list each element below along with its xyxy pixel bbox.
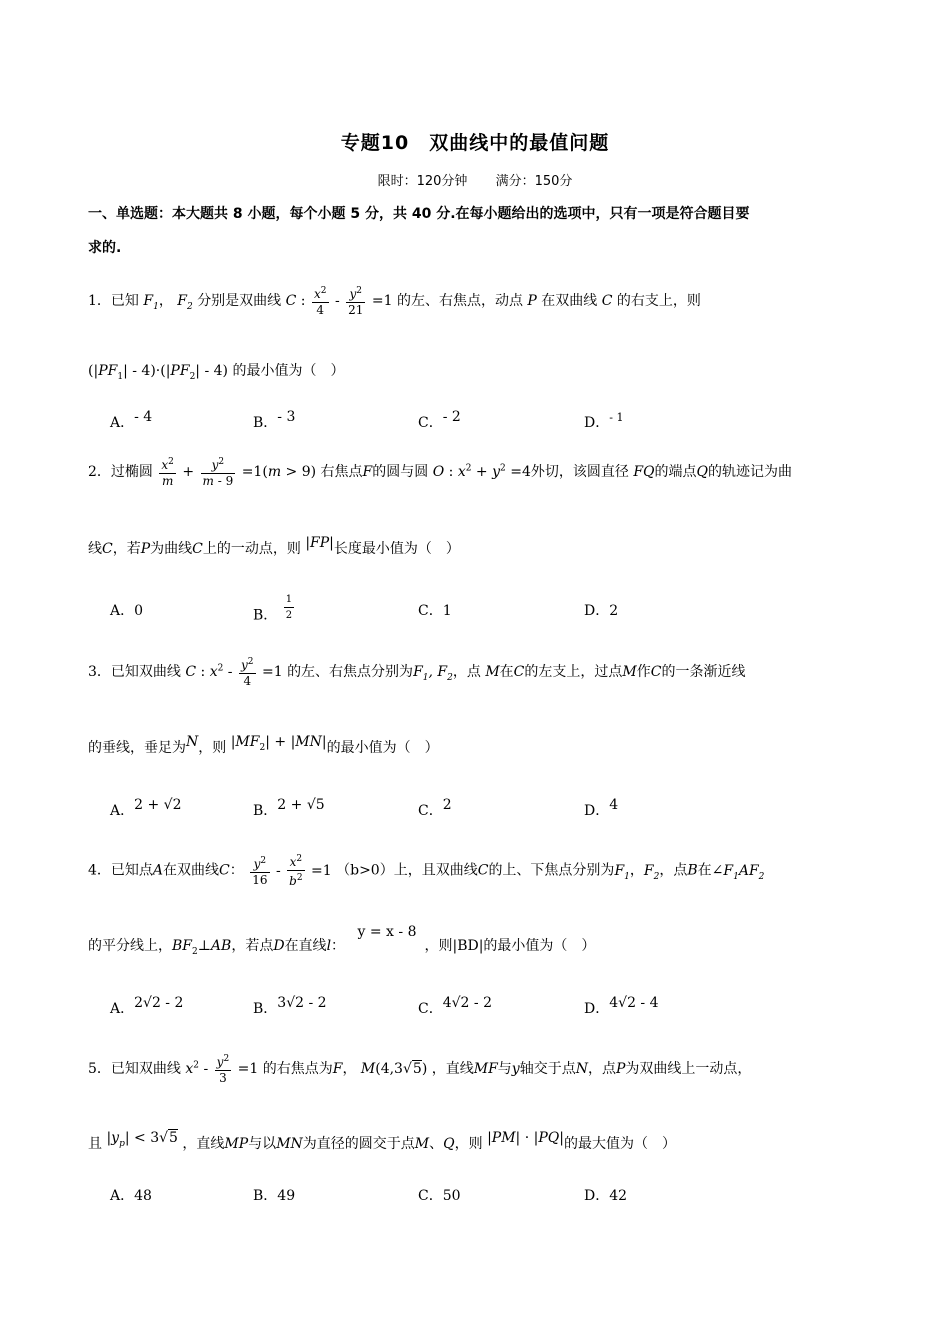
option-d[interactable]: D．42 (584, 1188, 628, 1204)
question-5-line1: 5．已知双曲线 $x^2$ - $\frac{y^2}{3}$ =1 的右焦点为F， M(4,3√5) ，直线MF与y轴交于点N，点P为双曲线上一动点， (88, 1054, 752, 1085)
option-b[interactable]: B．- 3 (253, 409, 296, 431)
section-heading-line2: 求的. (88, 240, 122, 256)
time-limit: 限时：120分钟 (377, 174, 468, 189)
option-c[interactable]: C．50 (418, 1188, 461, 1204)
question-4-line1: 4．已知点A在双曲线C： $\frac{y^2}{16}$ - $\frac{x^2}{b^2}$ =1 （b>0）上，且双曲线C的上、下焦点分别为$F_1$，$F_2$，点B在$\angle F_1AF_2$ (88, 854, 765, 888)
option-d[interactable]: D．2 (584, 603, 619, 619)
option-a[interactable]: A．2√2 - 2 (110, 995, 184, 1017)
option-b[interactable]: B． $\frac{1}{2}$ (253, 594, 293, 624)
option-c[interactable]: C．1 (418, 603, 452, 619)
question-2-line2: 线C，若P为曲线C上的一动点，则 |FP|长度最小值为（ ） (88, 535, 460, 557)
question-3-line2: 的垂线，垂足为N，则 $|MF_2| + |MN|$的最小值为（ ） (88, 734, 439, 756)
option-c[interactable]: C．4√2 - 2 (418, 995, 492, 1017)
question-3-line1: 3．已知双曲线 C : $x^2$ - $\frac{y^2}{4}$ =1 的左、右焦点分别为$F_1$, $F_2$，点 M在C的左支上，过点M作C的一条渐近线 (88, 657, 746, 688)
option-d[interactable]: D．4√2 - 4 (584, 995, 659, 1017)
option-d[interactable]: D．$^{- 1}$ (584, 411, 624, 431)
question-4-line2: 的平分线上，$BF_2\perp AB$，若点D在直线l： y = x - 8，则|BD|的最小值为（ ） (88, 924, 596, 957)
option-a[interactable]: A．- 4 (110, 409, 153, 431)
section-heading (88, 197, 878, 265)
option-d[interactable]: D．4 (584, 797, 619, 819)
option-a[interactable]: A．0 (110, 603, 144, 619)
question-1-line1: 1．已知 $F_1$， $F_2$ 分别是双曲线 C : $\frac{x^2}{4}$ - $\frac{y^2}{21}$ =1 的左、右焦点，动点 P 在双曲线 C 的右支上，则 (88, 286, 701, 317)
option-a[interactable]: A．48 (110, 1188, 152, 1204)
question-2-line1: 2．过椭圆 $\frac{x^2}{m}$ + $\frac{y^2}{m - 9}$ =1(m > 9) 右焦点F的圆与圆 O : $x^2 + y^2 =4$外切，该圆直径 FQ的端点Q的轨迹记为曲 (88, 457, 792, 488)
option-c[interactable]: C．- 2 (418, 409, 461, 431)
question-5-line2: 且 $|y_p| < 3√5$ ，直线MP与以MN为直径的圆交于点M、Q，则 |PM| · |PQ|的最大值为（ ） (88, 1130, 676, 1152)
option-c[interactable]: C．2 (418, 797, 452, 819)
full-score: 满分：150分 (495, 174, 573, 189)
option-b[interactable]: B．2 + √5 (253, 797, 325, 819)
option-b[interactable]: B．49 (253, 1188, 296, 1204)
section-heading-line1: 一、单选题：本大题共 8 小题，每个小题 5 分，共 40 分.在每小题给出的选项中，只有一项是符合题目要 (88, 206, 750, 222)
option-b[interactable]: B．3√2 - 2 (253, 995, 327, 1017)
exam-info (0, 170, 950, 189)
option-a[interactable]: A．2 + √2 (110, 797, 182, 819)
question-1-line2: $(|PF_1| - 4)\cdot(|PF_2| - 4)$ 的最小值为（ ） (88, 363, 345, 382)
page-title: 专题10 双曲线中的最值问题 (340, 132, 610, 154)
